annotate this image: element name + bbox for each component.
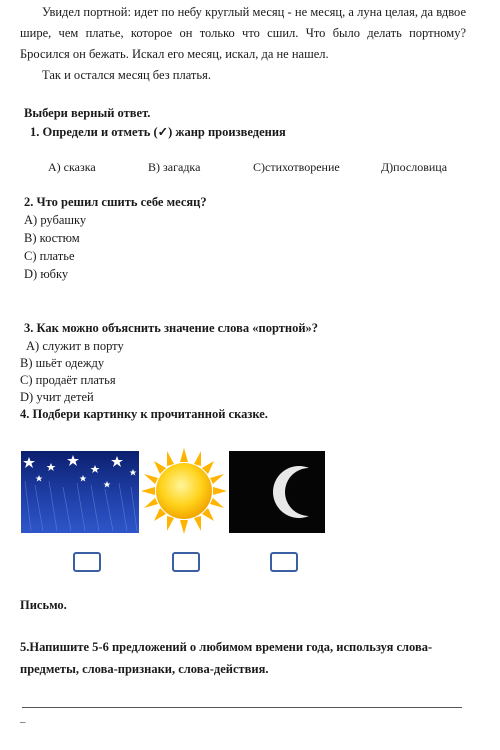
crescent-moon-icon: [273, 466, 325, 518]
letter-heading: Письмо.: [20, 598, 67, 612]
q1-option-a[interactable]: А) сказка: [48, 160, 96, 174]
instructions: Выбери верный ответ.: [24, 106, 151, 120]
q1-option-d[interactable]: Д)пословица: [381, 160, 448, 174]
question-5: 5.Напишите 5-6 предложений о любимом времени года, используя слова-предметы, слова-признаки, слова-действия.: [20, 640, 433, 676]
q3-option-c[interactable]: С) продаёт платья: [20, 373, 116, 387]
story-paragraph-1: Увидел портной: идет по небу круглый месяц - не месяц, а луна целая, да вдвое шире, чем платье, которое он только что сшил. Что было делать портному? Бросился он бежать. Искал его месяц, искал, да не нашел.: [20, 5, 466, 61]
q3-option-b[interactable]: В) шьёт одежду: [20, 356, 105, 370]
sun-picture[interactable]: [141, 446, 227, 536]
q3-option-a[interactable]: А) служит в порту: [26, 339, 124, 353]
question-2: 2. Что решил сшить себе месяц?: [24, 195, 207, 209]
answer-line[interactable]: [22, 707, 462, 708]
q2-option-b[interactable]: В) костюм: [24, 231, 80, 245]
starry-night-sky-picture[interactable]: [21, 451, 139, 533]
story-paragraph-2: Так и остался месяц без платья.: [42, 68, 211, 82]
story-text: [20, 2, 466, 86]
question-3: 3. Как можно объяснить значение слова «портной»?: [24, 321, 319, 335]
q2-option-d[interactable]: D) юбку: [24, 267, 69, 281]
q1-option-b[interactable]: В) загадка: [148, 160, 201, 174]
q3-option-d[interactable]: D) учит детей: [20, 390, 94, 404]
picture-1-checkbox[interactable]: [73, 552, 101, 572]
q1-option-c[interactable]: С)стихотворение: [253, 160, 340, 174]
question-1: 1. Определи и отметь (✓) жанр произведения: [30, 125, 286, 139]
question-4: 4. Подбери картинку к прочитанной сказке.: [20, 407, 268, 421]
crescent-moon-picture[interactable]: [229, 451, 325, 533]
q2-option-a[interactable]: А) рубашку: [24, 213, 87, 227]
dash-mark: –: [20, 716, 26, 728]
picture-3-checkbox[interactable]: [270, 552, 298, 572]
q2-option-c[interactable]: С) платье: [24, 249, 75, 263]
picture-2-checkbox[interactable]: [172, 552, 200, 572]
